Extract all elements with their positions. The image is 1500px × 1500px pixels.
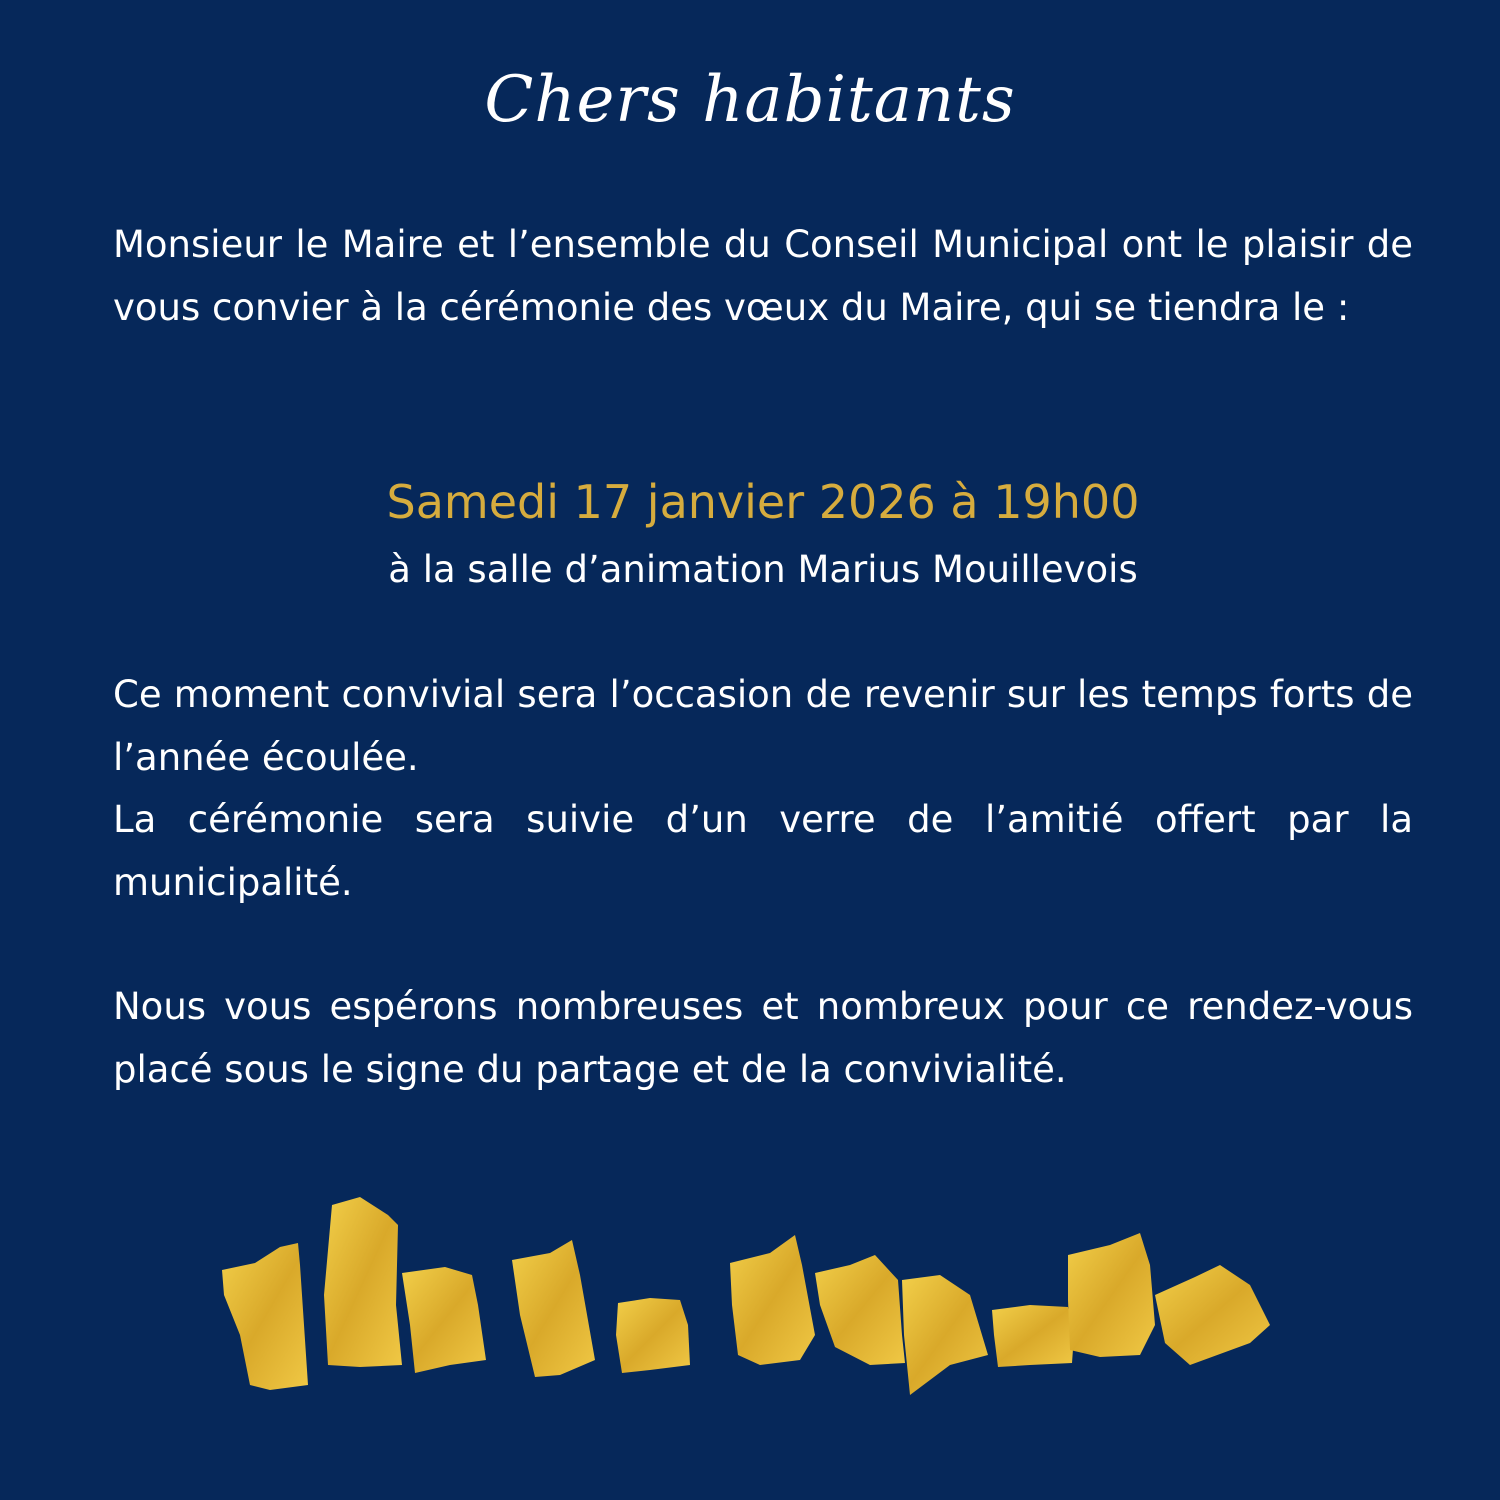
gold-stroke-2 xyxy=(324,1197,402,1367)
gold-brush-decoration xyxy=(210,1185,1290,1415)
gold-stroke-10 xyxy=(1068,1233,1155,1357)
gold-stroke-9 xyxy=(992,1305,1074,1367)
gold-stroke-6 xyxy=(730,1235,815,1365)
gold-stroke-5 xyxy=(616,1298,690,1373)
intro-paragraph: Monsieur le Maire et l’ensemble du Conseil Municipal ont le plaisir de vous convier à la cérémonie des vœux du Maire, qui se tiendra le : xyxy=(113,223,1413,329)
event-date: Samedi 17 janvier 2026 à 19h00 xyxy=(386,475,1140,529)
details-line-2: La cérémonie sera suivie d’un verre de l’amitié offert par la municipalité. xyxy=(113,798,1413,904)
gold-stroke-4 xyxy=(512,1240,595,1377)
details-paragraph xyxy=(113,664,1413,914)
event-venue: à la salle d’animation Marius Mouillevois xyxy=(388,548,1138,591)
gold-stroke-11 xyxy=(1155,1265,1270,1365)
details-line-1: Ce moment convivial sera l’occasion de revenir sur les temps forts de l’année écoulée. xyxy=(113,673,1413,779)
gold-stroke-3 xyxy=(402,1267,486,1373)
gold-stroke-7 xyxy=(815,1255,905,1365)
gold-stroke-8 xyxy=(902,1275,988,1395)
closing-paragraph: Nous vous espérons nombreuses et nombreux pour ce rendez-vous placé sous le signe du partage et de la convivialité. xyxy=(113,985,1413,1091)
page-title: Chers habitants xyxy=(484,63,1016,137)
gold-stroke-1 xyxy=(222,1243,308,1390)
